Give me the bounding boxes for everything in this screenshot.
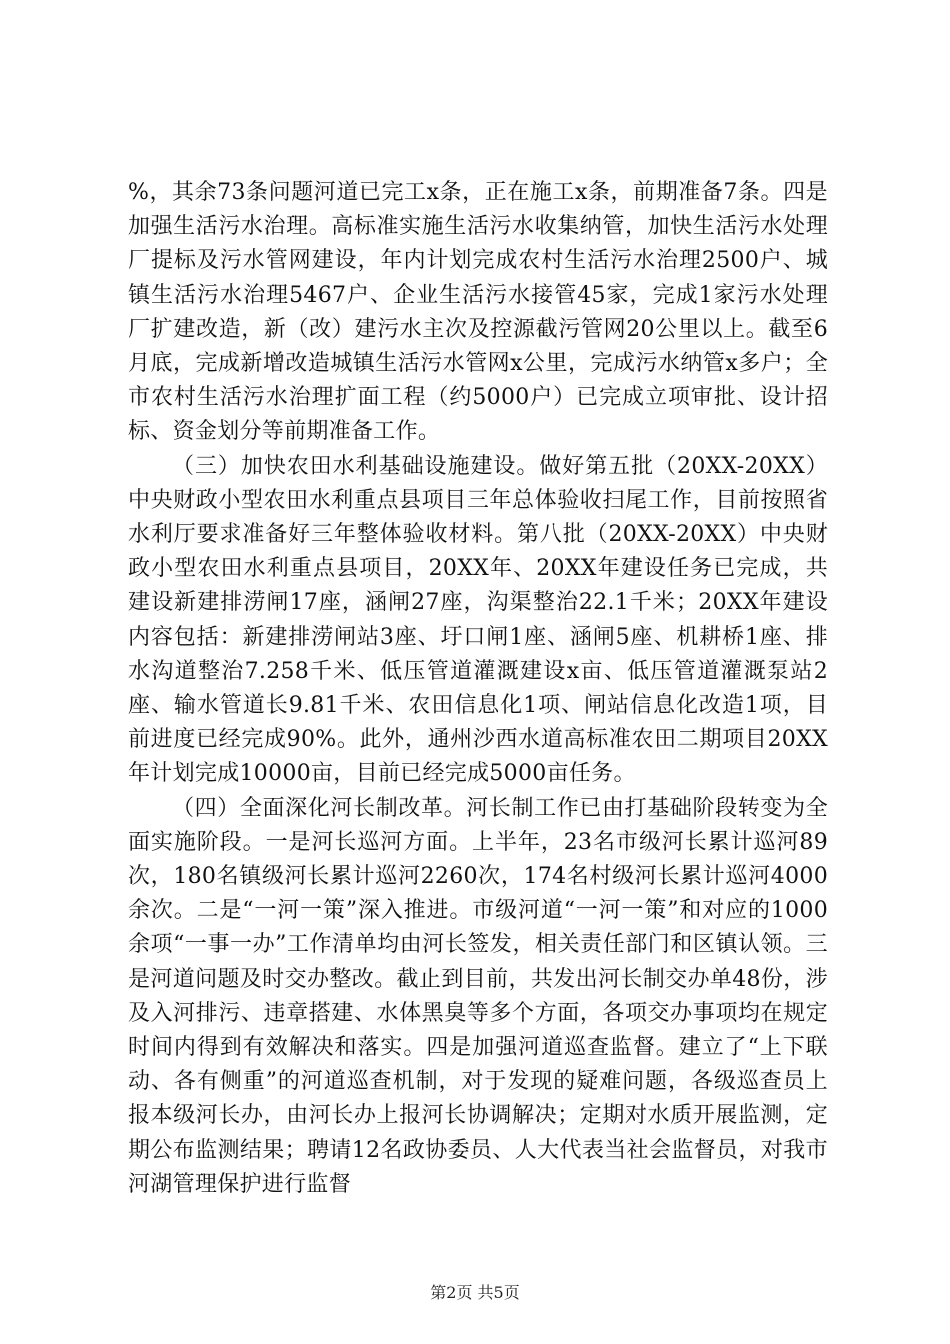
paragraph-sewage-treatment: %，其余73条问题河道已完工x条，正在施工x条，前期准备7条。四是加强生活污水治理。高标准实施生活污水收集纳管，加快生活污水处理厂提标及污水管网建设，年内计划完成农村生活污水治理2500户、城镇生活污水治理5467户、企业生活污水接管45家，完成1家污水处理厂扩建改造，新（改）建污水主次及控源截污管网20公里以上。截至6月底，完成新增改造城镇生活污水管网x公里，完成污水纳管x多户；全市农村生活污水治理扩面工程（约5000户）已完成立项审批、设计招标、资金划分等前期准备工作。 [128, 180, 828, 445]
paragraph-river-chief-reform: （四）全面深化河长制改革。河长制工作已由打基础阶段转变为全面实施阶段。一是河长巡河方面。上半年，23名市级河长累计巡河89次，180名镇级河长累计巡河2260次，174名村级河长累计巡河4000余次。二是“一河一策”深入推进。市级河道“一河一策”和对应的1000余项“一事一办”工作清单均由河长签发，相关责任部门和区镇认领。三是河道问题及时交办整改。截止到目前，共发出河长制交办单48份，涉及入河排污、违章搭建、水体黑臭等多个方面，各项交办事项均在规定时间内得到有效解决和落实。四是加强河道巡查监督。建立了“上下联动、各有侧重”的河道巡查机制，对于发现的疑难问题，各级巡查员上报本级河长办，由河长办上报河长协调解决；定期对水质开展监测，定期公布监测结果；聘请12名政协委员、人大代表当社会监督员，对我市河湖管理保护进行监督 [128, 795, 828, 1197]
page-number-footer: 第2页 共5页 [430, 1283, 520, 1302]
paragraph-farmland-irrigation: （三）加快农田水利基础设施建设。做好第五批（20XX-20XX）中央财政小型农田水利重点县项目三年总体验收扫尾工作，目前按照省水利厅要求准备好三年整体验收材料。第八批（20XX-20XX）中央财政小型农田水利重点县项目，20XX年、20XX年建设任务已完成，共建设新建排涝闸17座，涵闸27座，沟渠整治22.1千米；20XX年建设内容包括：新建排涝闸站3座、圩口闸1座、涵闸5座、机耕桥1座、排水沟道整治7.258千米、低压管道灌溉建设x亩、低压管道灌溉泵站2座、输水管道长9.81千米、农田信息化1项、闸站信息化改造1项，目前进度已经完成90%。此外，通州沙西水道高标准农田二期项目20XX年计划完成10000亩，目前已经完成5000亩任务。 [128, 453, 828, 787]
document-body [128, 176, 828, 1202]
